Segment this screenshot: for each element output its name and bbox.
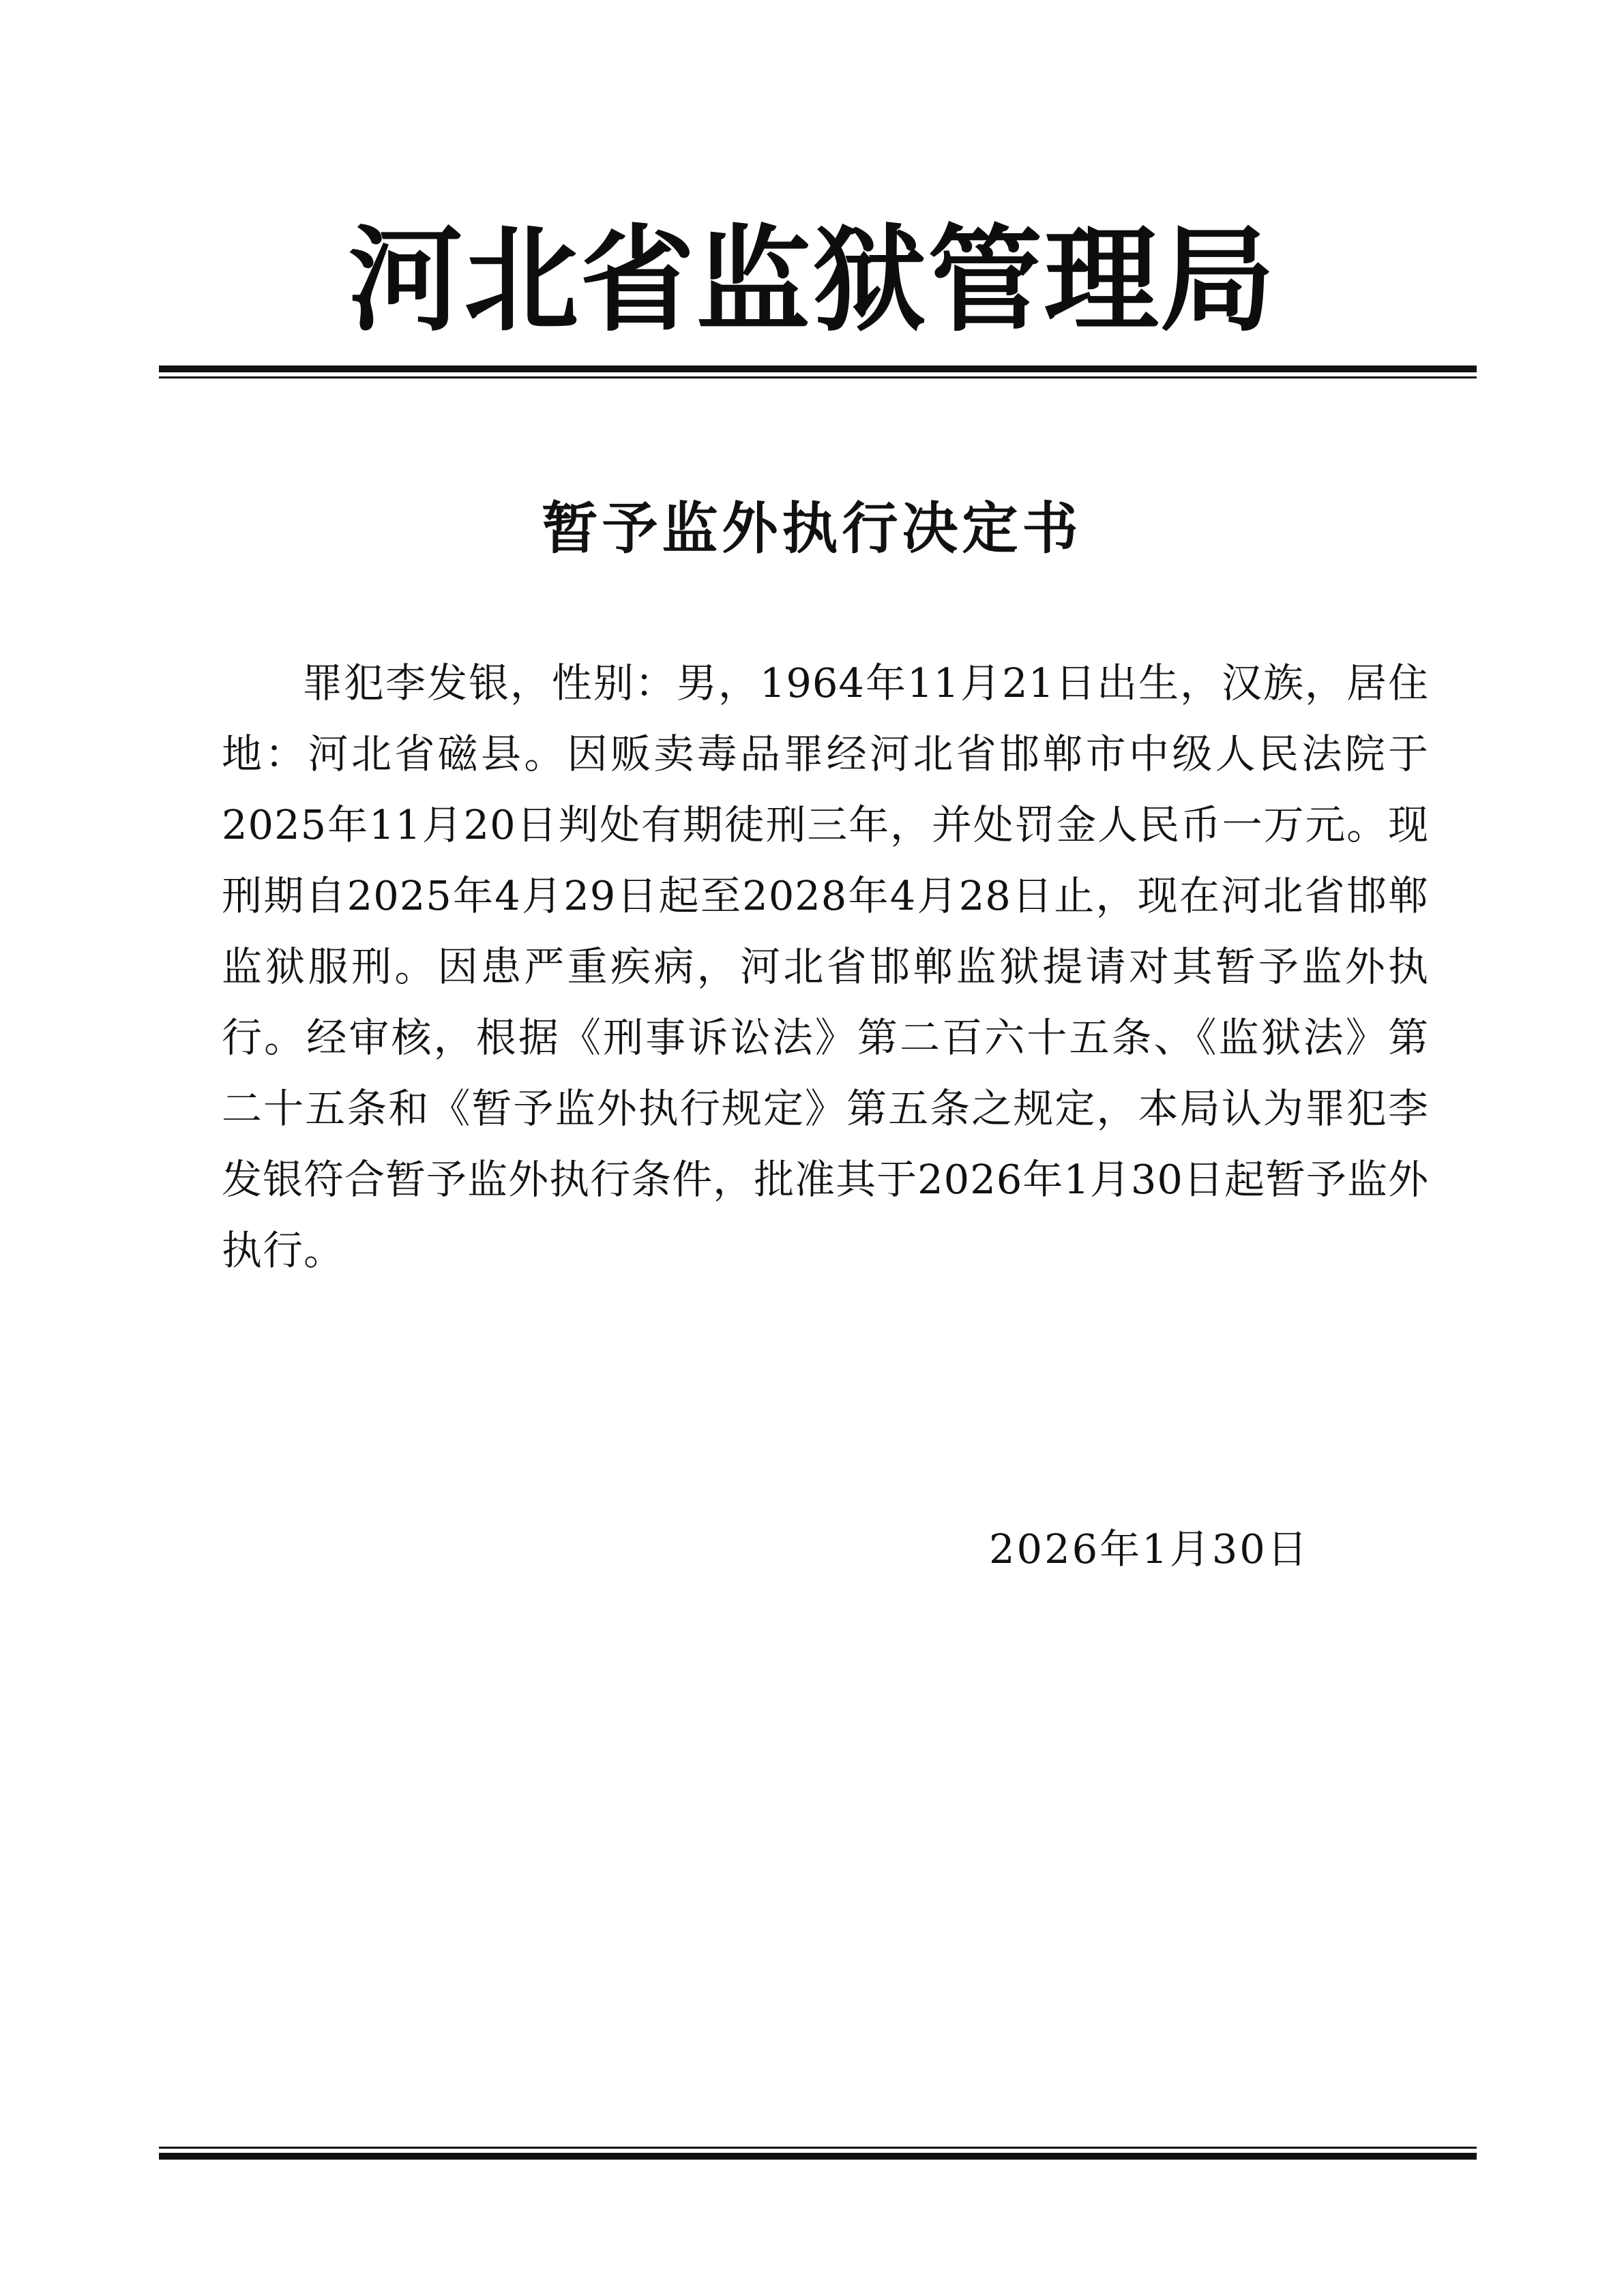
document-date: 2026年1月30日 — [989, 1525, 1310, 1572]
document-title: 暂予监外执行决定书 — [542, 496, 1082, 561]
document-body: 罪犯李发银，性别：男，1964年11月21日出生，汉族，居住地：河北省磁县。因贩卖毒品罪经河北省邯郸市中级人民法院于2025年11月20日判处有期徒刑三年，并处罚金人民币一万元。现刑期自2025年4月29日起至2028年4月28日止，现在河北省邯郸监狱服刑。因患严重疾病，河北省邯郸监狱提请对其暂予监外执行。经审核，根据《刑事诉讼法》第二百六十五条、《监狱法》第二十五条和《暂予监外执行规定》第五条之规定，本局认为罪犯李发银符合暂予监外执行条件，批准其于2026年1月30日起暂予监外执行。 — [222, 659, 1429, 1274]
issuing-authority-title: 河北省监狱管理局 — [348, 212, 1276, 347]
footer-divider — [159, 2147, 1477, 2160]
header-divider — [159, 366, 1477, 378]
